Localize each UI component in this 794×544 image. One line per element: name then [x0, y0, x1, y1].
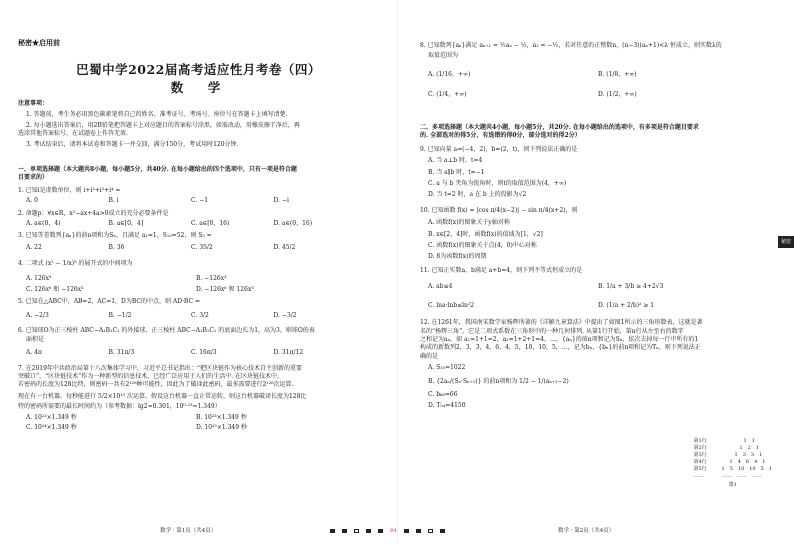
question-7-cont: 现在有一台机器，每秒能进行 5/2×10¹⁵ 次运算，假设这台机器一直正常运转，则这台机器破译长度为128比 [18, 392, 307, 400]
section-1-heading-cont: 目要求的） [18, 174, 49, 182]
question-12: 12. 在1261年，我国南宋数学家杨辉所著的《详解九章算法》中提出了如图1所示的三角形数表，这就是著 [420, 319, 703, 327]
question-1: 1. 已知i是虚数单位，则 i+i²+i³+i⁴ = [18, 186, 121, 194]
question-11-options-2 [420, 302, 768, 310]
option[interactable]: D. (1/2，+∞) [598, 91, 637, 99]
question-6-options [18, 349, 356, 357]
question-7: 7. 在2019年中共政治局第十八次集体学习中，习近平总书记指出：“把区块链作为核心技术自主创新的重要 [18, 364, 302, 372]
section-2-heading: 二、多项选择题（本大题共4小题，每小题5分，共20分. 在每小题给出的选项中，有多项是符合题目要求 [420, 124, 699, 131]
figure-caption: 图1 [728, 482, 737, 488]
option[interactable]: D. T₅₄=4150 [428, 402, 466, 410]
triangle-row: 第1行 1 1 [693, 438, 755, 444]
question-8: 8. 已知数列{aₙ}满足 aₙ₊₁ = ½aₙ − ½，a₁ = −½，若对任意的正整数n，(n−3)(aₙ+1)<λ 恒成立，则实数λ的 [420, 42, 722, 49]
exam-title: 巴蜀中学2022届高考适应性月考卷（四） [76, 62, 321, 77]
option[interactable]: C. 3/2 [191, 311, 209, 319]
question-10: 10. 已知函数 f(x) = |cos π/4(x−2)| − sin π/4(x+2)，则 [420, 206, 578, 214]
option[interactable]: B. x∈[2，4]时，函数f(x)的值域为[1，√2] [428, 230, 543, 238]
question-12-cont: 名的“杨辉三角”，它是二项式系数在三角形中的一种几何排列. 从第1行开始，第n行从左至右的数字 [420, 327, 684, 335]
triangle-row: 第2行 1 2 1 [693, 445, 760, 451]
question-12-cont: 构成的新数列2，3，3，4，6，4，5，10，10，5，…，记为bₙ，{bₙ}的前n项和记为Tₙ，则下列说法正 [420, 344, 701, 352]
option[interactable]: D. −126x⁶ 和 126x³ [196, 286, 254, 294]
option[interactable]: A. 10²²×1.349 秒 [26, 413, 77, 421]
version-mark: B4 [390, 528, 397, 534]
section-2-heading-cont: 的. 全部选对的得5分，有选错的得0分，部分选对的得2分） [420, 132, 581, 140]
option[interactable]: D. 当 t=2 时，a 在 b 上的投影为√2 [428, 191, 527, 199]
question-8-cont: 取值范围为 [428, 52, 459, 60]
question-8-options-2 [420, 91, 768, 99]
option[interactable]: D. a∈(0，16) [273, 220, 313, 228]
option[interactable]: A. a∈(0，4) [26, 220, 61, 228]
triangle-row: 第3行 1 3 3 1 [693, 452, 763, 458]
mark-square [378, 529, 383, 533]
option[interactable]: B. −1/2 [108, 311, 132, 319]
note-2: 2. 每小题选出答案后，用2B铅笔把答题卡上对应题目的答案标号涂黑，如需改动，用橡皮擦干净后，再 [26, 121, 300, 129]
option[interactable]: A. 126x³ [26, 274, 52, 282]
option[interactable]: C. 126x⁶ 和 −126x³ [26, 286, 84, 294]
question-5: 5. 已知在△ABC中，AB=2，AC=1，D为BC的中点，则 AD·BC = [18, 298, 200, 306]
option[interactable]: A. 函数f(x)的图象关于y轴对称 [428, 219, 510, 227]
section-2 [420, 124, 776, 411]
question-4-options-2 [18, 286, 366, 294]
triangle-row: 第5行 1 5 10 10 5 1 [693, 466, 772, 472]
mark-square [366, 529, 371, 533]
option[interactable]: A. 4π [26, 349, 42, 357]
section-1-heading: 一、单项选择题（本大题共8小题，每小题5分，共40分. 在每小题给出的四个选项中，只有一项是符合题 [18, 166, 297, 173]
question-11: 11. 已知正实数a，b满足 a+b=4，则下列不等式恒成立的是 [420, 266, 583, 274]
question-12-cont: 确的是 [420, 352, 439, 360]
option[interactable]: D. −3/2 [273, 311, 297, 319]
question-7-cont: 突破口”，“区块链技术”作为一种新型的信息技术，已经广泛应用于人们的生活中. 在区块链技术中， [18, 372, 284, 380]
note-3: 3. 考试结束后，请将本试卷和答题卡一并交回，满分150分，考试用时120分钟. [26, 140, 239, 148]
question-8-block [420, 42, 770, 100]
option[interactable]: B. a∈[0，4] [108, 220, 144, 228]
mark-square [330, 529, 335, 533]
option[interactable]: A. ab≤4 [428, 283, 453, 291]
note-1: 1. 答题前，考生务必用黑色碳素笔将自己的姓名、准考证号、考场号、座位号在答题卡上填写清楚. [26, 111, 288, 119]
question-4: 4. 二项式 (x² − 1/x)⁹ 的展开式的中间项为 [18, 260, 133, 268]
option[interactable]: A. 当 a⊥b 时，t=4 [428, 157, 483, 165]
option[interactable]: D. 10²⁵×1.349 秒 [196, 423, 247, 431]
section-1 [18, 166, 380, 432]
option[interactable]: D. 31π/12 [273, 349, 304, 357]
option[interactable]: C. −1 [191, 197, 209, 205]
option[interactable]: D. 45/2 [273, 243, 296, 251]
option[interactable]: A. −2/3 [26, 311, 49, 319]
question-12-cont: 之和记为aₙ，如 a₁=1+1=2，a₂=1+2+1=4，…，{aₙ}的前n项和记为Sₙ，依次去掉每一行中所有的1 [420, 335, 699, 343]
subject-title: 数 学 [170, 80, 227, 95]
question-5-options [18, 312, 356, 320]
question-7-options-2 [18, 424, 366, 432]
option[interactable]: B. 31π/3 [108, 349, 135, 357]
question-2-options [18, 220, 356, 228]
question-1-options [18, 197, 356, 205]
option[interactable]: A. 22 [26, 243, 42, 251]
note-2-cont: 选涂其他答案标号，在试题卷上作答无效. [18, 130, 128, 138]
question-6-cont: 面积是 [26, 335, 45, 343]
option[interactable]: B. {2aₙ/(Sₙ·Sₙ₊₁)} 的前n项和为 1/2 − 1/(aₙ₊₁−2) [428, 377, 569, 385]
mark-square [354, 529, 359, 533]
question-6: 6. 已知球O为正三棱柱 ABC−A₁B₁C₁ 的外接球，正三棱柱 ABC−A₁B₁C₁ 的底面边长为1，高为3，则球O的表 [18, 327, 315, 335]
mark-square [342, 529, 347, 533]
triangle-row: 第4行 1 4 6 4 1 [693, 459, 766, 465]
question-2: 2. 命题p：∀x∈R，x²−ax+4a>0成立的充分必要条件是 [18, 209, 169, 217]
option[interactable]: D. −i [273, 197, 289, 205]
option[interactable]: C. 10²⁴×1.349 秒 [26, 423, 77, 431]
question-11-options [420, 283, 768, 291]
option[interactable]: B. 1/a + 3/b ≥ 4+2√3 [598, 283, 664, 291]
option[interactable]: C. 函数f(x)的图象关于点(4，0)中心对称 [428, 242, 537, 250]
notes-heading: 注意事项： [18, 100, 49, 107]
side-tab: 秘密 [778, 236, 794, 248]
option[interactable]: C. b₆₆=66 [428, 390, 458, 398]
option[interactable]: A. S₁₀=1022 [428, 364, 466, 372]
option[interactable]: A. (1/16，+∞) [428, 70, 471, 78]
question-4-options [18, 275, 366, 283]
option[interactable]: B. 10²³×1.349 秒 [196, 413, 247, 421]
option[interactable]: B. 当 a∥b 时，t=−1 [428, 168, 485, 176]
page-2-footer: 数学 · 第2页（共4页） [558, 528, 615, 534]
option[interactable]: C. 35/2 [191, 243, 213, 251]
option[interactable]: D. 8为函数f(x)的周期 [428, 253, 487, 261]
page-1-footer: 数学 · 第1页（共4页） [160, 528, 217, 534]
option[interactable]: C. lna·lnb≤ln²2 [428, 301, 475, 309]
question-7-options [18, 414, 366, 422]
option[interactable]: B. i [108, 197, 119, 205]
yang-hui-triangle-figure [694, 438, 772, 489]
question-3: 3. 已知等差数列{aₙ}的前n项和为Sₙ，且满足 a₁=1，S₁₃=52，则 S₃ = [18, 232, 212, 240]
question-7-cont: 若密码的长度为128比特，则密码一共有2¹²⁸种可能性，因此为了破译此密码，最多需要进行2¹²⁸次运算. [18, 381, 294, 389]
option[interactable]: D. (1/a + 2/b)² ≥ 1 [598, 301, 655, 309]
notes-block [18, 100, 378, 149]
option[interactable]: C. (1/4，+∞) [428, 91, 467, 99]
option[interactable]: A. 0 [26, 197, 38, 205]
option[interactable]: B. (1/8，+∞) [598, 70, 637, 78]
question-7-cont: 特的密码所需要的最长时间约为（参考数据：lg2≈0.301，10⁰·¹³≈1.349） [18, 403, 221, 411]
question-8-options [420, 71, 768, 79]
triangle-row: …… …… …… …… [693, 473, 762, 479]
option[interactable]: C. 16π/3 [191, 349, 217, 357]
option[interactable]: C. a 与 b 夹角为锐角时，则t的取值范围为(4，+∞) [428, 180, 567, 188]
confidential-label: 秘密★启用前 [18, 38, 60, 47]
option[interactable]: B. 36 [108, 243, 125, 251]
question-3-options [18, 244, 356, 252]
option[interactable]: C. a∈[0，16) [191, 220, 230, 228]
option[interactable]: B. −126x³ [196, 274, 227, 282]
question-9: 9. 已知向量 a=(−4，2)，b=(2，t)，则下列说法正确的是 [420, 145, 578, 153]
